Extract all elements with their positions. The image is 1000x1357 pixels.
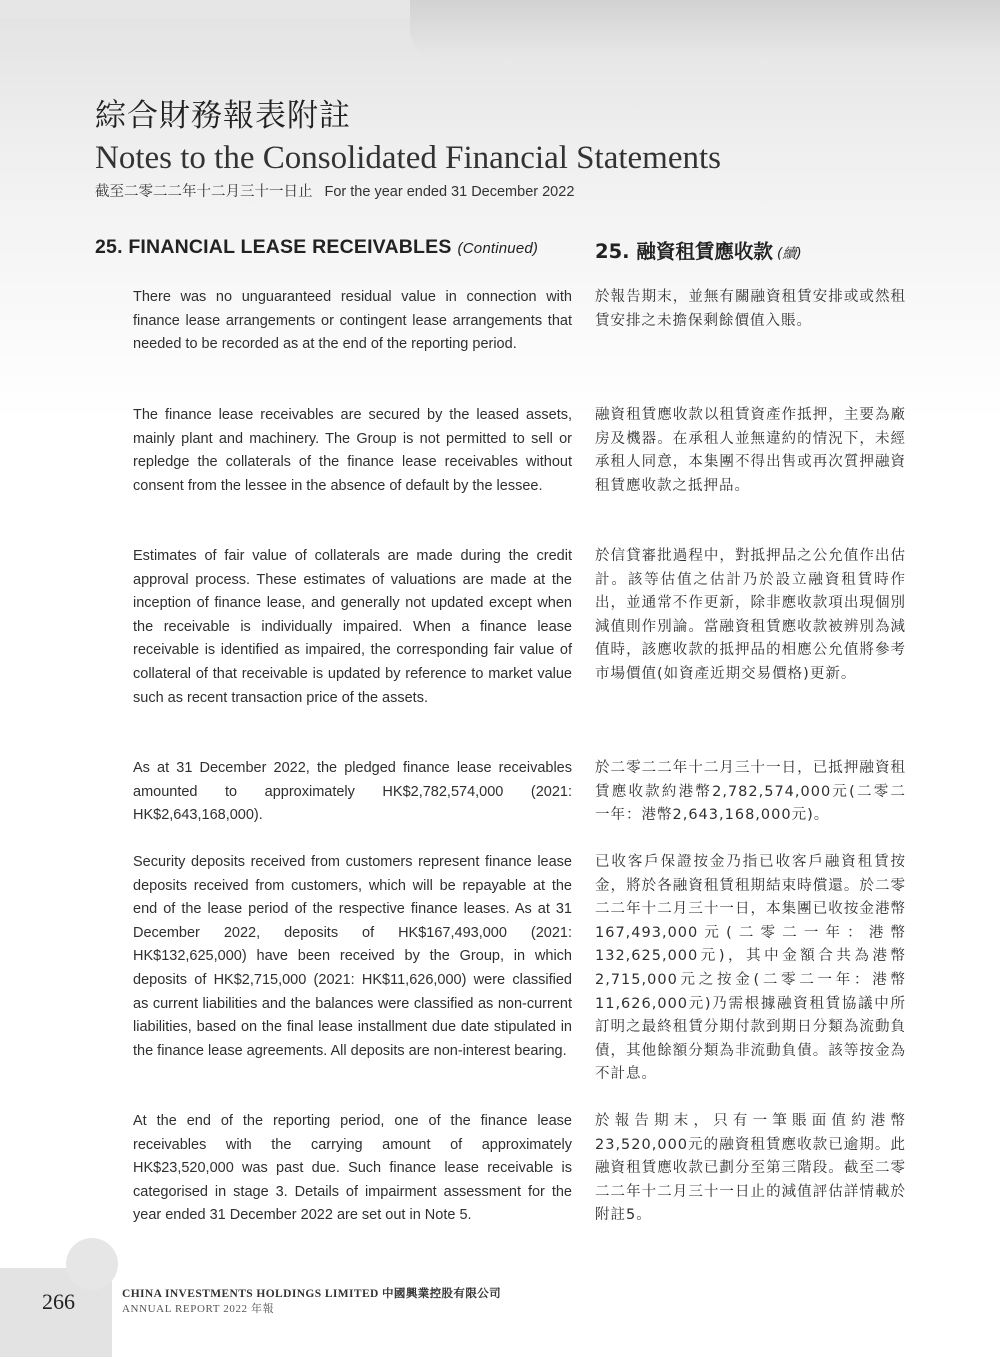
paragraph-english-2: The finance lease receivables are secured by the leased assets, mainly plant and machinery. The Group is not permitted to sell or repledge the collaterals of the finance lease receivables without consent from the lessee in the absence of default by the lessee. [133, 407, 572, 494]
continued-label-chinese: (續) [776, 246, 802, 262]
section-title-english: 25. FINANCIAL LEASE RECEIVABLES [95, 236, 452, 258]
footer-company-name: CHINA INVESTMENTS HOLDINGS LIMITED 中國興業控股有限公司 [122, 1288, 502, 1300]
section-heading-chinese [595, 236, 802, 264]
header-decor-right [410, 0, 1000, 60]
reporting-period [95, 182, 721, 202]
page-header [95, 96, 721, 202]
reporting-period-english: For the year ended 31 December 2022 [324, 184, 575, 200]
paragraph-english-4: As at 31 December 2022, the pledged finance lease receivables amounted to approximately HK$2,782,574,000 (2021: HK$2,643,168,000). [133, 760, 572, 824]
paragraph-chinese-5: 已收客戶保證按金乃指已收客戶融資租賃按金，將於各融資租賃租期結束時償還。於二零二二年十二月三十一日，本集團已收按金港幣167,493,000元(二零二一年：港幣132,625,000元)，其中金額合共為港幣2,715,000元之按金(二零二一年：港幣11,626,000元)乃需根據融資租賃協議中所訂明之最終租賃分期付款到期日分類為流動負債，其他餘額分類為非流動負債。該等按金為不計息。 [595, 854, 906, 1083]
paragraph-chinese-3: 於信貸審批過程中，對抵押品之公允值作出估計。該等估值之估計乃於設立融資租賃時作出，並通常不作更新，除非應收款項出現個別減值則作別論。當融資租賃應收款被辨別為減值時，該應收款的抵押品的相應公允值將參考市場價值(如資產近期交易價格)更新。 [595, 548, 906, 682]
paragraph-english-3: Estimates of fair value of collaterals are made during the credit approval process. These estimates of valuations are made at the inception of finance lease, and generally not updated except when the receivable is individually impaired. When a finance lease receivable is identified as impaired, the corresponding fair value of collateral of that receivable is updated by reference to market value such as recent transaction price of the assets. [133, 548, 572, 706]
reporting-period-chinese: 截至二零二二年十二月三十一日止 [95, 184, 313, 200]
section-title-chinese: 25. 融資租賃應收款 [595, 240, 773, 263]
header-background [0, 0, 1000, 420]
page-title-chinese: 綜合財務報表附註 [95, 98, 351, 134]
paragraph-english-1: There was no unguaranteed residual value in connection with finance lease arrangements or contingent lease arrangements that needed to be recorded as at the end of the reporting period. [133, 289, 572, 353]
paragraph-english-6: At the end of the reporting period, one of the finance lease receivables with the carrying amount of approximately HK$23,520,000 was past due. Such finance lease receivable is categorised in stage 3. Details of impairment assessment for the year ended 31 December 2022 are set out in Note 5. [133, 1113, 572, 1224]
footer-decor-circle [66, 1238, 118, 1290]
paragraph-chinese-2: 融資租賃應收款以租賃資產作抵押，主要為廠房及機器。在承租人並無違約的情況下，未經承租人同意，本集團不得出售或再次質押融資租賃應收款之抵押品。 [595, 407, 906, 494]
section-heading-english [95, 236, 538, 259]
continued-label-english: (Continued) [457, 240, 539, 257]
header-decor-left [0, 0, 410, 18]
paragraph-chinese-6: 於報告期末，只有一筆賬面值約港幣23,520,000元的融資租賃應收款已逾期。此融資租賃應收款已劃分至第三階段。截至二零二二年十二月三十一日止的減值評估詳情載於附註5。 [595, 1113, 906, 1224]
footer-report-title: ANNUAL REPORT 2022 年報 [122, 1303, 275, 1315]
paragraph-english-5: Security deposits received from customers represent finance lease deposits received from customers, which will be repayable at the end of the lease period of the respective finance leases. As at 31 December 2022, deposits of HK$167,493,000 (2021: HK$132,625,000) have been received by the Group, in which deposits of HK$2,715,000 (2021: HK$11,626,000) were classified as current liabilities and the balances were classified as non-current liabilities, based on the final lease installment due date stipulated in the finance lease agreements. All deposits are non-interest bearing. [133, 854, 572, 1059]
page-number: 266 [42, 1289, 75, 1314]
paragraph-chinese-4: 於二零二二年十二月三十一日，已抵押融資租賃應收款約港幣2,782,574,000元(二零二一年：港幣2,643,168,000元)。 [595, 760, 906, 824]
paragraph-chinese-1: 於報告期末，並無有關融資租賃安排或或然租賃安排之未擔保剩餘價值入賬。 [595, 289, 906, 329]
page-title-english: Notes to the Consolidated Financial Statements [95, 140, 721, 176]
